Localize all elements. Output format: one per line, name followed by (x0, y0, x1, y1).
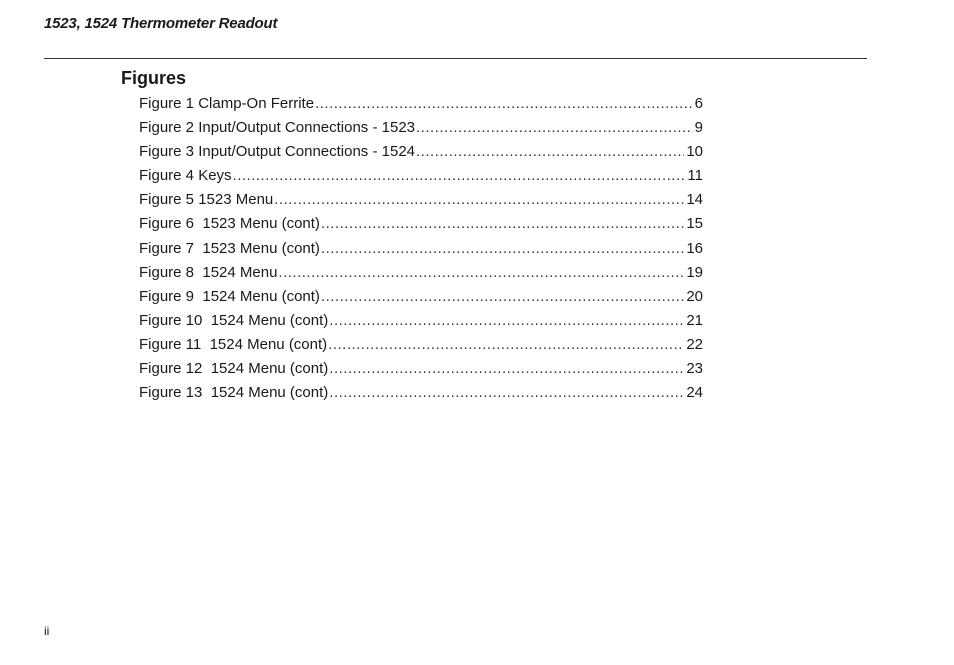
dot-leader (328, 336, 684, 353)
dot-leader (416, 143, 684, 160)
toc-entry-label: Figure 9 1524 Menu (cont) (139, 287, 320, 305)
dot-leader (233, 167, 686, 184)
toc-entry-figure-1[interactable] (139, 95, 703, 119)
toc-entry-figure-7[interactable] (139, 240, 703, 264)
toc-entry-figure-6[interactable] (139, 215, 703, 239)
toc-entry-page: 16 (686, 239, 703, 257)
toc-entry-page: 9 (694, 119, 703, 137)
toc-entry-label: Figure 5 1523 Menu (139, 191, 274, 209)
toc-entry-label: Figure 1 Clamp-On Ferrite (139, 95, 315, 112)
toc-entry-page: 21 (686, 311, 703, 329)
toc-entry-figure-13[interactable] (139, 384, 703, 408)
dot-leader (315, 95, 693, 112)
dot-leader (329, 312, 684, 329)
toc-entry-label: Figure 10 1524 Menu (cont) (139, 311, 329, 329)
running-header-title: 1523, 1524 Thermometer Readout (44, 15, 278, 32)
dot-leader (329, 384, 684, 401)
toc-entry-figure-11[interactable] (139, 336, 703, 360)
toc-entry-page: 11 (687, 167, 703, 185)
toc-entry-label: Figure 7 1523 Menu (cont) (139, 239, 320, 257)
toc-entry-page: 22 (686, 335, 703, 353)
dot-leader (278, 264, 684, 281)
toc-entry-label: Figure 6 1523 Menu (cont) (139, 215, 320, 233)
toc-entry-figure-12[interactable] (139, 360, 703, 384)
toc-entry-label: Figure 13 1524 Menu (cont) (139, 384, 329, 402)
toc-entry-label: Figure 11 1524 Menu (cont) (139, 335, 328, 353)
dot-leader (321, 240, 684, 257)
section-title-figures: Figures (121, 68, 187, 88)
toc-entry-page: 23 (686, 360, 703, 378)
dot-leader (321, 288, 684, 305)
toc-entry-page: 15 (686, 215, 703, 233)
toc-entry-page: 6 (694, 95, 703, 112)
dot-leader (416, 119, 693, 136)
toc-entry-figure-9[interactable] (139, 288, 703, 312)
toc-entry-page: 20 (686, 287, 703, 305)
toc-entry-figure-2[interactable] (139, 119, 703, 143)
toc-entry-figure-8[interactable] (139, 264, 703, 288)
toc-entry-label: Figure 12 1524 Menu (cont) (139, 360, 329, 378)
toc-entry-figure-4[interactable] (139, 167, 703, 191)
toc-entry-label: Figure 8 1524 Menu (139, 263, 278, 281)
toc-entry-page: 24 (686, 384, 703, 402)
toc-entry-figure-10[interactable] (139, 312, 703, 336)
page-number: ii (44, 624, 50, 638)
dot-leader (321, 215, 684, 232)
header-divider (44, 58, 867, 59)
toc-entry-page: 19 (686, 263, 703, 281)
dot-leader (274, 191, 684, 208)
toc-entry-label: Figure 4 Keys (139, 167, 232, 185)
toc-entry-figure-5[interactable] (139, 191, 703, 215)
list-of-figures (139, 95, 703, 408)
dot-leader (329, 360, 684, 377)
toc-entry-page: 10 (686, 143, 703, 161)
toc-entry-figure-3[interactable] (139, 143, 703, 167)
toc-entry-label: Figure 2 Input/Output Connections - 1523 (139, 119, 416, 137)
toc-entry-page: 14 (686, 191, 703, 209)
toc-entry-label: Figure 3 Input/Output Connections - 1524 (139, 143, 416, 161)
